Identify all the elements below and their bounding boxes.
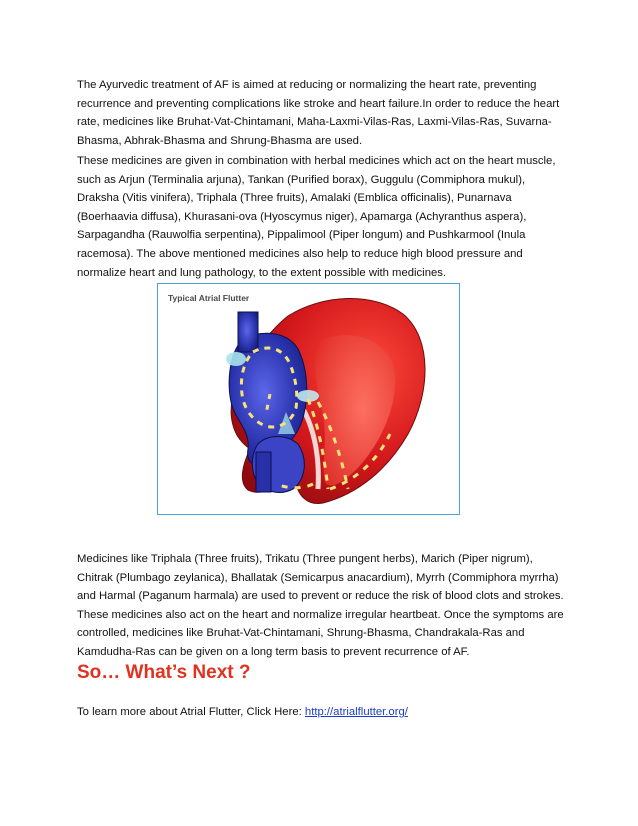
section-heading: So… What’s Next ? [77, 662, 251, 683]
figure-caption: Typical Atrial Flutter [168, 293, 250, 303]
learn-more-line [77, 703, 408, 721]
intro-paragraph: The Ayurvedic treatment of AF is aimed at reducing or normalizing the heart rate, preventing recurrence and preventing complications like stroke and heart failure.In order to reduce the heart rate, medicines like Bruhat-Vat-Chintamani, Maha-Laxmi-Vilas-Ras, Laxmi-Vilas-Ras, Suvarna-Bhasma, Abhrak-Bhasma and Shrung-Bhasma are used. [77, 79, 560, 147]
atrial-flutter-figure [157, 283, 460, 515]
inferior-vena-cava [256, 452, 271, 492]
atrial-flutter-link[interactable]: http://atrialflutter.org/ [304, 706, 408, 718]
heart-illustration [158, 284, 458, 513]
superior-vena-cava [238, 312, 258, 352]
blood-clot-medicines-paragraph: Medicines like Triphala (Three fruits), Trikatu (Three pungent herbs), Marich (Piper nigrum), Chitrak (Plumbago zeylanica), Bhallatak (Semicarpus anacardium), Myrrh (Commiphora myrrha) and Harmal (Paganum harmala) are used to prevent or reduce the risk of blood clots and strokes. These medicines also act on the heart and normalize irregular heartbeat. Once the symptoms are controlled, medicines like Bruhat-Vat-Chintamani, Shrung-Bhasma, Chandrakala-Ras and Kamdudha-Ras can be given on a long term basis to prevent recurrence of AF. [77, 553, 564, 658]
learn-more-text: To learn more about Atrial Flutter, Click Here: [77, 706, 305, 718]
herbal-medicines-paragraph: These medicines are given in combination with herbal medicines which act on the heart muscle, such as Arjun (Terminalia arjuna), Tankan (Purified borax), Guggulu (Commiphora mukul), Draksha (Vitis vinifera), Triphala (Three fruits), Amalaki (Emblica officinalis), Punarnava (Boerhaavia diffusa), Khurasani-ova (Hyoscymus niger), Apamarga (Achyranthus aspera), Sarpagandha (Rauwolfia serpentina), Pippalimool (Piper longum) and Pushkarmool (Inula racemosa). The above mentioned medicines also help to reduce high blood pressure and normalize heart and lung pathology, to the extent possible with medicines. [77, 155, 556, 279]
sinus-node [226, 352, 246, 366]
